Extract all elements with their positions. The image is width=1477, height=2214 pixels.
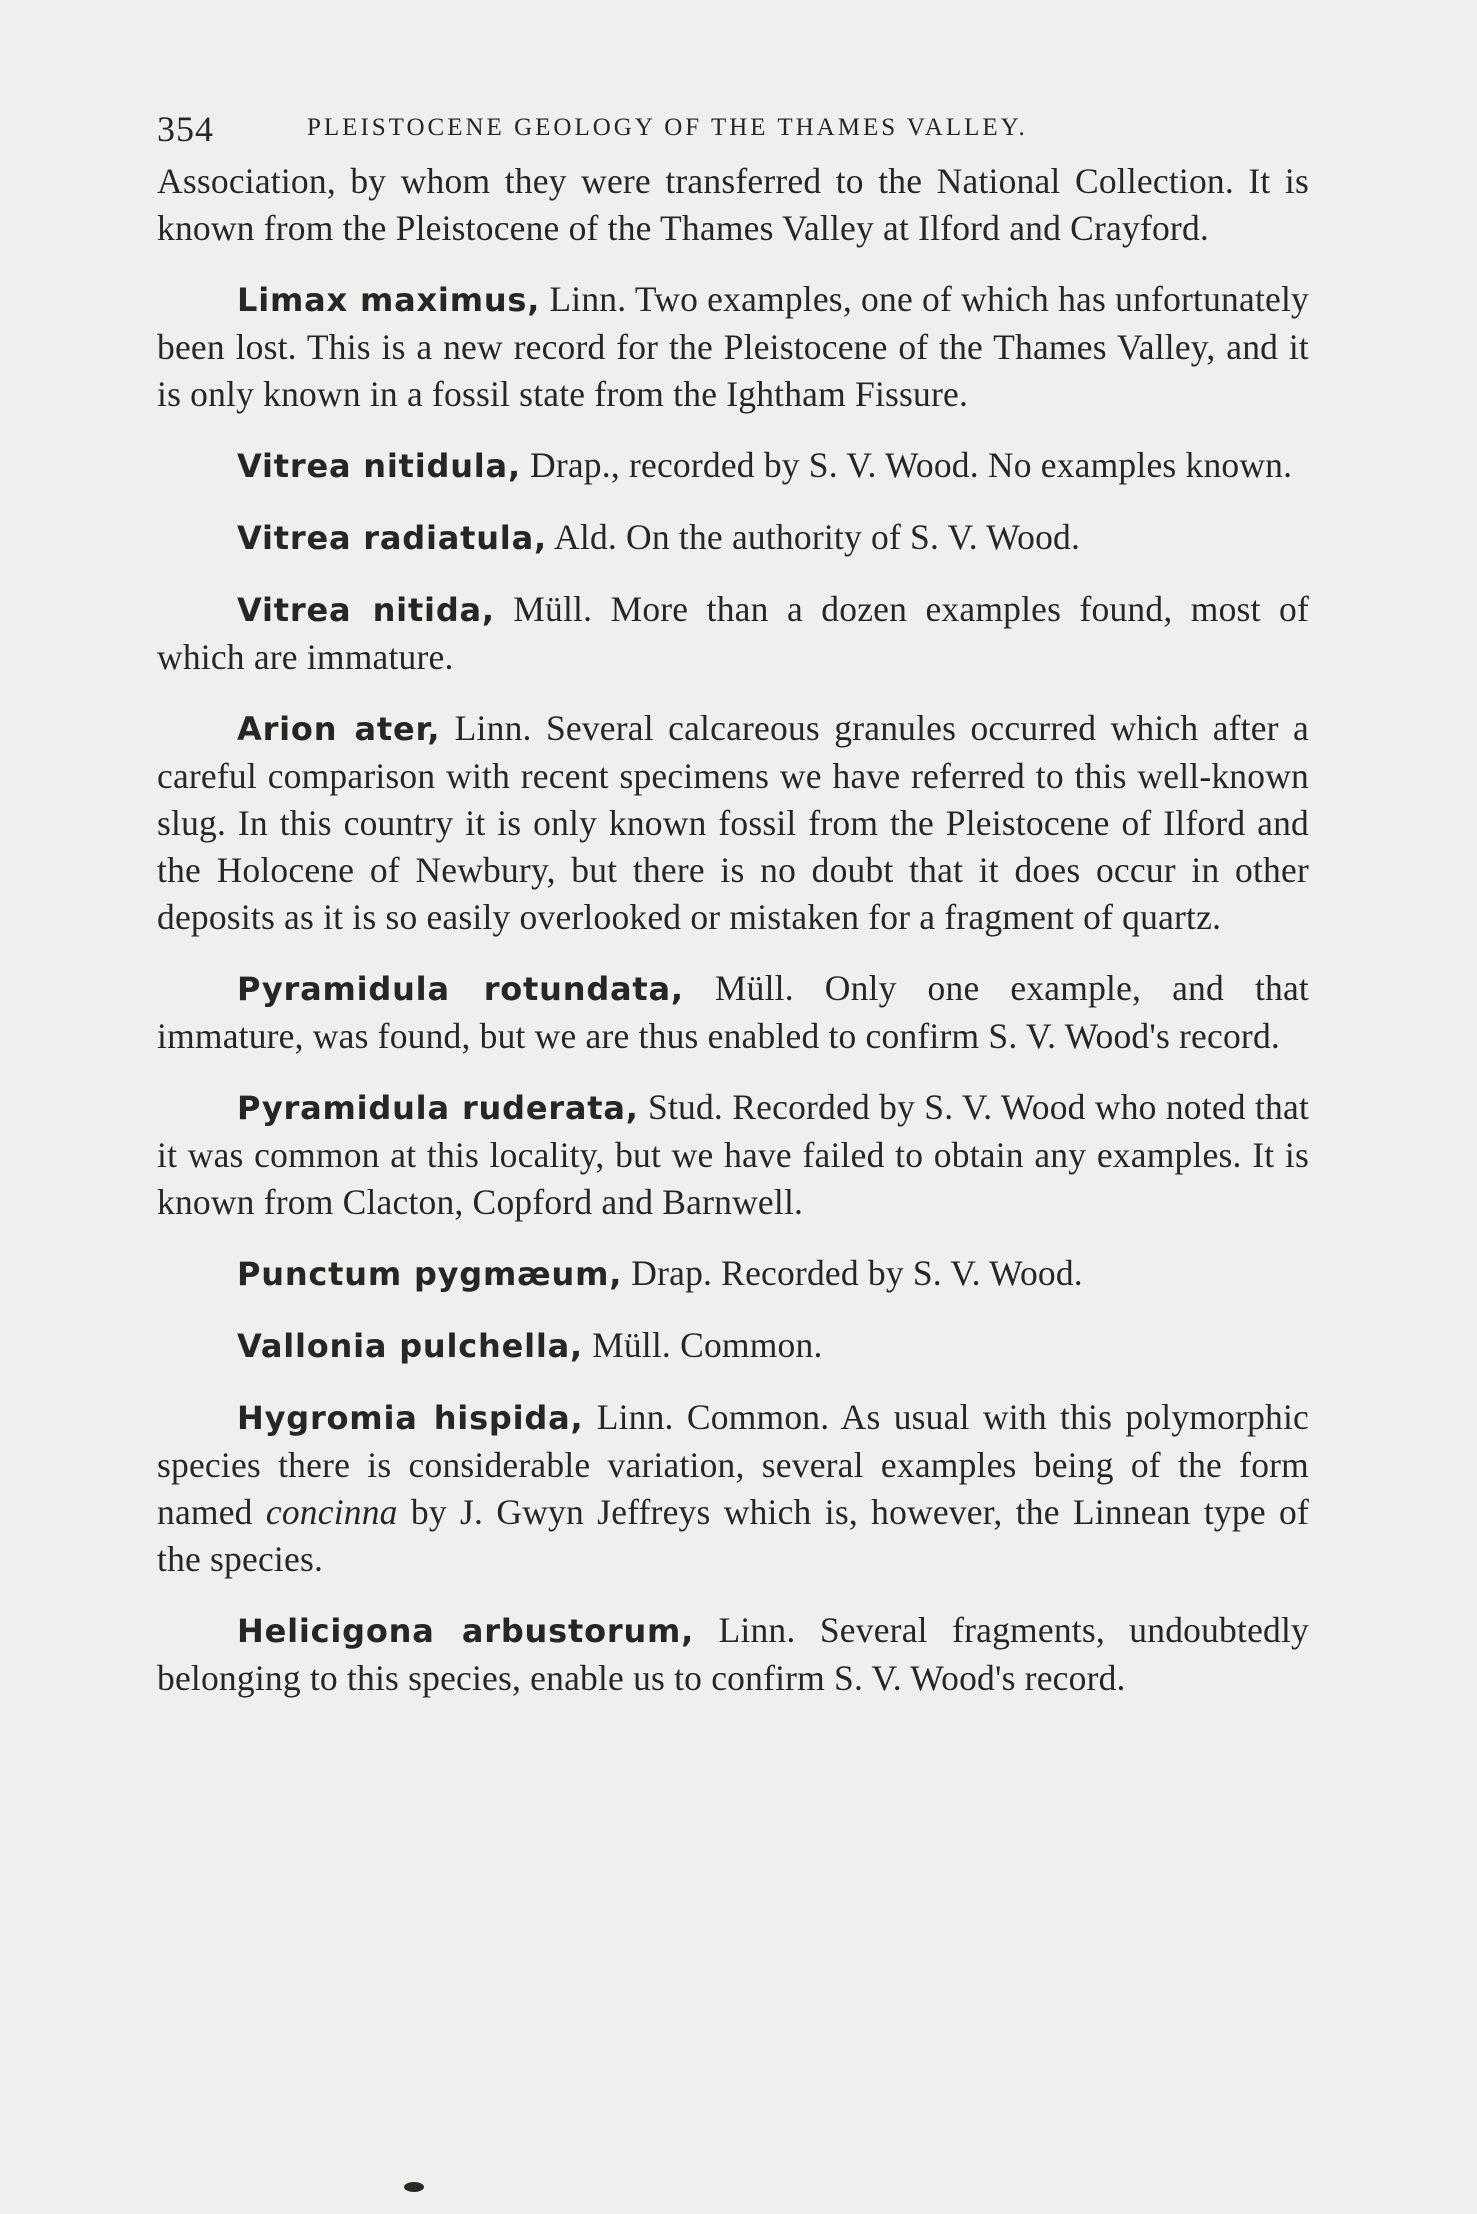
species-note: recorded by S. V. Wood. No examples known.	[619, 445, 1293, 485]
species-authority: Linn.	[440, 708, 532, 748]
species-note: Several fragments, undoubtedly belonging to this species, enable us to confirm S. V. Wood's record.	[157, 1610, 1309, 1698]
species-entry-vallonia-pulchella	[157, 1322, 1309, 1370]
species-entry-pyramidula-rotundata	[157, 965, 1309, 1060]
species-note: On the authority of S. V. Wood.	[616, 517, 1081, 557]
species-name: Vitrea radiatula,	[237, 519, 547, 557]
species-authority: Stud.	[638, 1087, 724, 1127]
species-note: Two examples, one of which has unfortunately been lost. This is a new record for the Pleistocene of the Thames Valley, and it is only known in a fossil state from the Ightham Fissure.	[157, 279, 1310, 414]
species-note: Only one example, and that immature, was found, but we are thus enabled to confirm S. V. Wood's record.	[157, 968, 1309, 1056]
species-entry-pyramidula-ruderata	[157, 1084, 1309, 1226]
species-note-continued: by J. Gwyn Jeffreys which is, however, the Linnean type of the species.	[157, 1492, 1310, 1579]
species-name: Vallonia pulchella,	[237, 1327, 584, 1365]
running-head	[157, 96, 1309, 154]
species-name: Helicigona arbustorum,	[237, 1612, 695, 1650]
species-name: Vitrea nitidula,	[237, 447, 521, 485]
species-name: Arion ater,	[237, 710, 441, 748]
species-name: Hygromia hispida,	[237, 1399, 584, 1437]
species-note: Common.	[671, 1325, 823, 1365]
species-authority: Linn.	[583, 1397, 674, 1437]
species-name: Pyramidula ruderata,	[237, 1089, 639, 1127]
species-entry-limax-maximus	[157, 276, 1309, 418]
form-name-italic: concinna	[265, 1492, 398, 1532]
species-entry-punctum-pygmaeum	[157, 1250, 1309, 1298]
page-number: 354	[157, 109, 214, 149]
running-title: PLEISTOCENE GEOLOGY OF THE THAMES VALLEY.	[307, 114, 1028, 141]
species-entry-vitrea-nitida	[157, 586, 1309, 681]
species-note: More than a dozen examples found, most of which are immature.	[157, 589, 1309, 677]
species-authority: Linn.	[540, 279, 627, 319]
species-entry-arion-ater	[157, 705, 1309, 941]
species-entry-vitrea-nitidula	[157, 442, 1309, 490]
species-name: Vitrea nitida,	[237, 591, 495, 629]
species-authority: Linn.	[694, 1610, 796, 1650]
continued-paragraph: Association, by whom they were transferred to the National Collection. It is known from the Pleistocene of the Thames Valley at Ilford and Crayford.	[157, 161, 1309, 248]
species-note: Recorded by S. V. Wood.	[712, 1253, 1083, 1293]
species-authority: Müll.	[583, 1325, 672, 1365]
species-name: Punctum pygmæum,	[237, 1255, 623, 1293]
species-note: Recorded by S. V. Wood who noted that it was common at this locality, but we have failed to obtain any examples. It is known from Clacton, Copford and Barnwell.	[157, 1087, 1310, 1222]
species-authority: Drap.	[622, 1253, 713, 1293]
species-name: Pyramidula rotundata,	[237, 970, 684, 1008]
species-authority: Müll.	[494, 589, 593, 629]
book-page	[157, 96, 1309, 1726]
species-entry-helicigona-arbustorum	[157, 1607, 1309, 1702]
ink-spot	[404, 2182, 424, 2192]
species-entry-hygromia-hispida	[157, 1394, 1309, 1583]
body-text	[157, 158, 1309, 1702]
species-entry-vitrea-radiatula	[157, 514, 1309, 562]
species-name: Limax maximus,	[237, 281, 541, 319]
species-note: Common. As usual with this polymorphic species there is considerable variation, several examples being of the form named	[157, 1397, 1309, 1532]
species-note: Several calcareous granules occurred which after a careful comparison with recent specimens we have referred to this well-known slug. In this country it is only known fossil from the Pleistocene of Ilford and the Holocene of Newbury, but there is no doubt that it does occur in other deposits as it is so easily overlooked or mistaken for a fragment of quartz.	[157, 708, 1310, 937]
species-authority: Drap.,	[520, 445, 620, 485]
species-authority: Ald.	[546, 517, 617, 557]
species-authority: Müll.	[683, 968, 794, 1008]
